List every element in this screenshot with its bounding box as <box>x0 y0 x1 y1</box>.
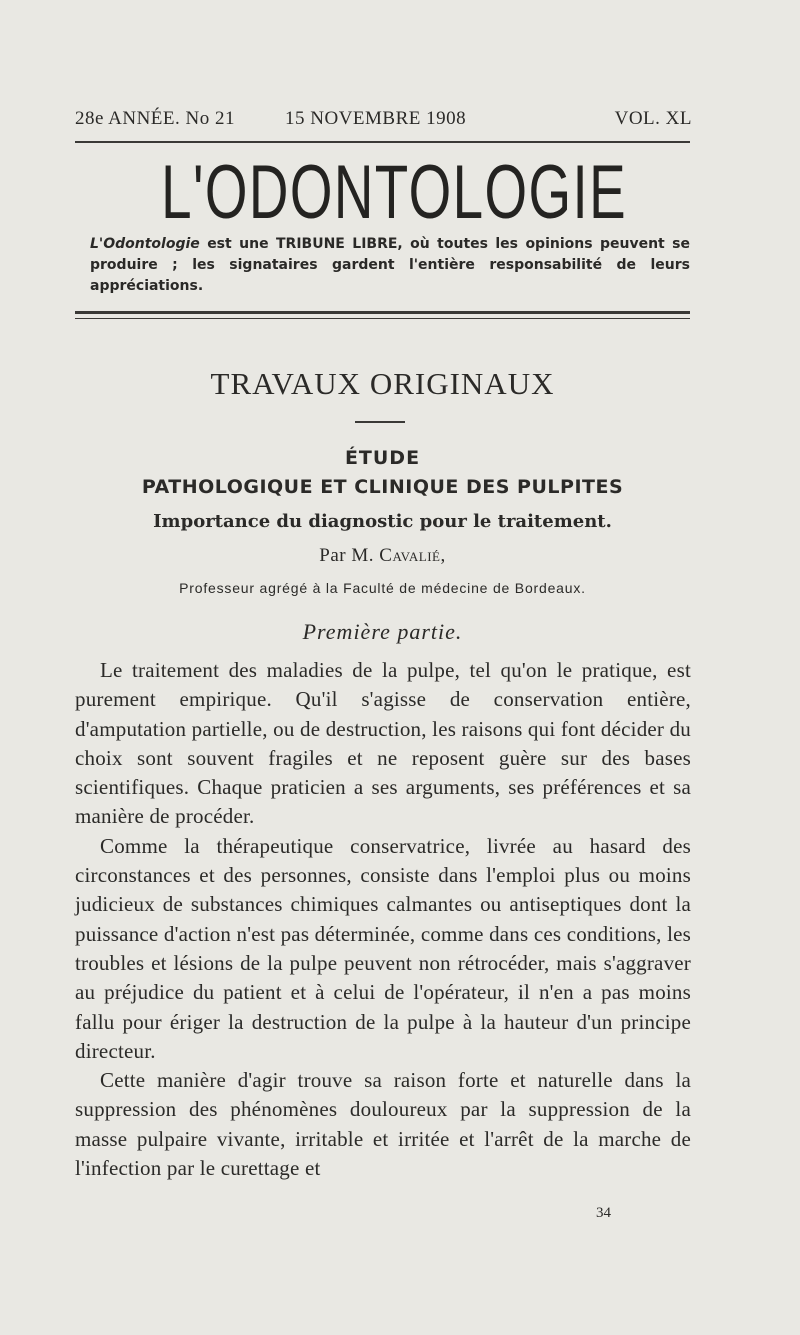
author-affiliation: Professeur agrégé à la Faculté de médecine de Bordeaux. <box>179 580 586 596</box>
article-subtitle: Importance du diagnostic pour le traitement. <box>153 511 612 532</box>
article-heading-title: PATHOLOGIQUE ET CLINIQUE DES PULPITES <box>141 476 624 498</box>
notice-journal-name: L'Odontologie <box>90 236 200 252</box>
header-rule <box>75 141 690 143</box>
journal-masthead: L'ODONTOLOGIE <box>161 150 628 235</box>
section-title: TRAVAUX ORIGINAUX <box>210 366 555 401</box>
paragraph: Cette manière d'agir trouve sa raison forte et naturelle dans la suppression des phénomènes douloureux par la suppression de la masse pulpaire vivante, irritable et irritée et l'arrêt de la marche de l'infection par le curettage et <box>75 1068 691 1181</box>
part-heading: Première partie. <box>302 619 463 644</box>
notice-text: est une TRIBUNE LIBRE, où toutes les opinions peuvent se produire ; les signataires gardent l'entière responsabilité de leurs appréciations. <box>90 236 690 294</box>
double-rule-top <box>75 311 690 314</box>
volume-number: VOL. XL <box>614 108 692 129</box>
article-body <box>75 656 691 1183</box>
article-heading-etude: ÉTUDE <box>344 447 421 469</box>
issue-number: 28e ANNÉE. No 21 <box>75 108 235 129</box>
issue-date: 15 NOVEMBRE 1908 <box>285 108 467 129</box>
editorial-notice <box>90 234 690 297</box>
paragraph: Comme la thérapeutique conservatrice, livrée au hasard des circonstances et des personnes, consiste dans l'emploi plus ou moins judicieux de substances chimiques calmantes ou antiseptiques dont la puissance d'action n'est pas déterminée, comme dans ces conditions, les troubles et lésions de la pulpe peuvent non rétrocéder, mais s'aggraver au préjudice du patient et à celui de l'opérateur, il n'en a pas moins fallu pour ériger la destruction de la pulpe à la hauteur d'un principe directeur. <box>75 833 692 1063</box>
paragraph: Le traitement des maladies de la pulpe, tel qu'on le pratique, est purement empirique. Qu'il s'agisse de conservation entière, d'amputation partielle, ou de destruction, les raisons qui font décider du choix sont souvent fragiles et ne reposent guère sur des bases scientifiques. Chaque praticien a ses arguments, ses préférences et sa manière de procéder. <box>75 658 691 829</box>
article-author <box>75 545 690 567</box>
author-name: Cavalié, <box>379 545 446 566</box>
double-rule-bottom <box>75 318 690 319</box>
section-divider <box>355 421 405 423</box>
page-number: 34 <box>596 1205 611 1221</box>
author-prefix: Par M. <box>319 545 380 566</box>
